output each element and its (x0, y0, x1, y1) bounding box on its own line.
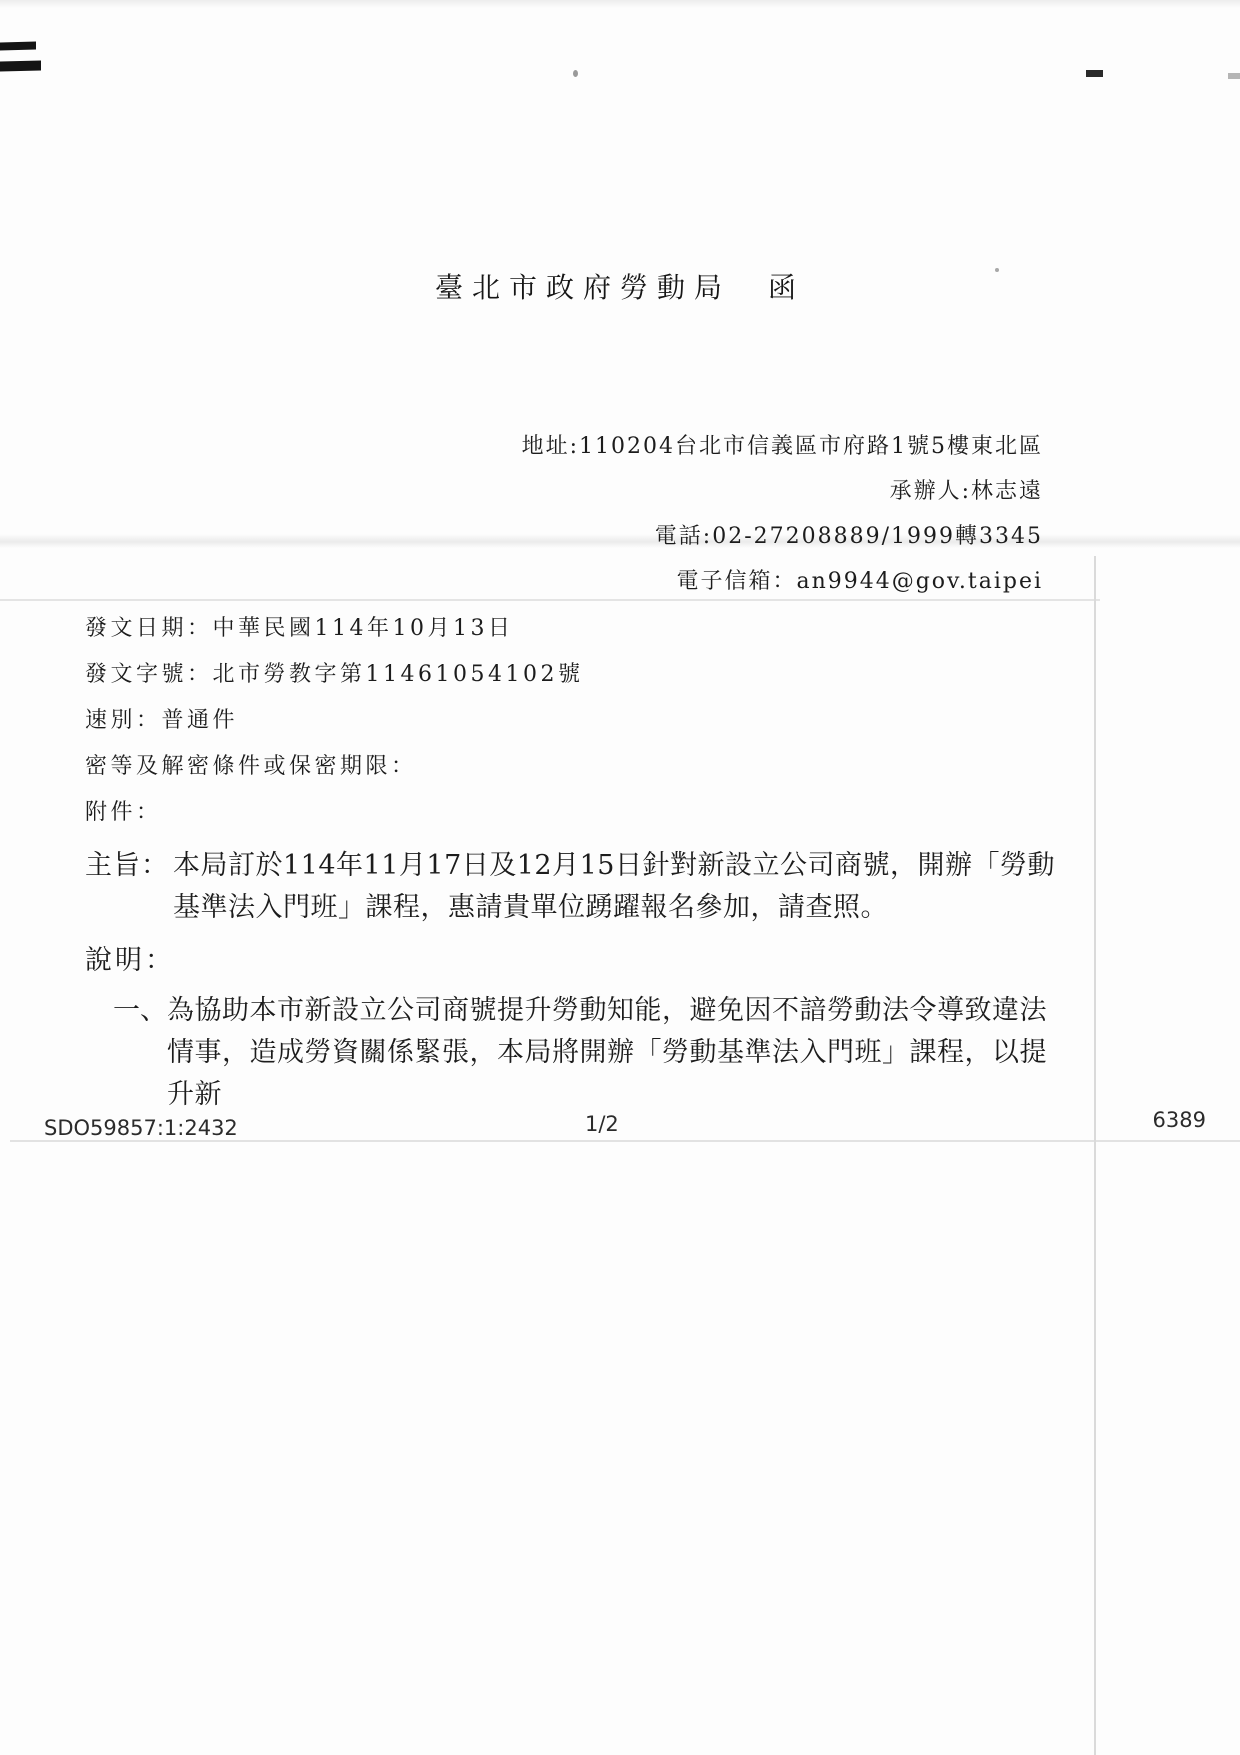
email-line: 電子信箱：an9944@gov.taipei (676, 569, 1043, 594)
explanation-item-text: 為協助本市新設立公司商號提升勞動知能，避免因不諳勞動法令導致違法情事，造成勞資關係緊張，本局將開辦「勞動基準法入門班」課程，以提升新 (167, 995, 1047, 1110)
explanation-item-number: 一、 (113, 995, 167, 1026)
subject-label: 主旨： (85, 850, 169, 881)
scan-fold-line (10, 1140, 1240, 1142)
scan-top-shadow (0, 0, 1240, 8)
scan-registration-mark (0, 42, 36, 51)
scan-page-edge-line (1094, 556, 1096, 1755)
scan-speck (573, 70, 578, 77)
classification-line: 密等及解密條件或保密期限： (85, 754, 417, 779)
scan-edge-mark (1228, 73, 1240, 79)
attachment-line: 附件： (85, 800, 162, 825)
footer-document-code: SDO59857:1:2432 (44, 1116, 238, 1140)
scan-edge-mark (1086, 70, 1103, 77)
scan-registration-mark (0, 60, 41, 71)
footer-serial-number: 6389 (1152, 1108, 1206, 1132)
footer-page-number: 1/2 (585, 1112, 619, 1136)
contact-block (522, 424, 1043, 604)
subject-text: 本局訂於114年11月17日及12月15日針對新設立公司商號，開辦「勞動基準法入門班」課程，惠請貴單位踴躍報名參加，請查照。 (173, 850, 1055, 923)
priority-line: 速別：普通件 (85, 708, 239, 733)
meta-fields-block (85, 606, 583, 836)
subject-section (85, 845, 1060, 929)
phone-line: 電話:02-27208889/1999轉3345 (654, 524, 1043, 549)
address-line: 地址:110204台北市信義區市府路1號5樓東北區 (521, 434, 1043, 459)
contact-person-line: 承辦人:林志遠 (889, 479, 1043, 504)
explanation-label: 說明： (85, 945, 175, 976)
reference-number-line: 發文字號：北市勞教字第11461054102號 (85, 662, 584, 687)
explanation-item (113, 990, 1073, 1116)
document-title: 臺北市政府勞動局 函 (434, 271, 805, 304)
issue-date-line: 發文日期：中華民國114年10月13日 (85, 616, 514, 641)
